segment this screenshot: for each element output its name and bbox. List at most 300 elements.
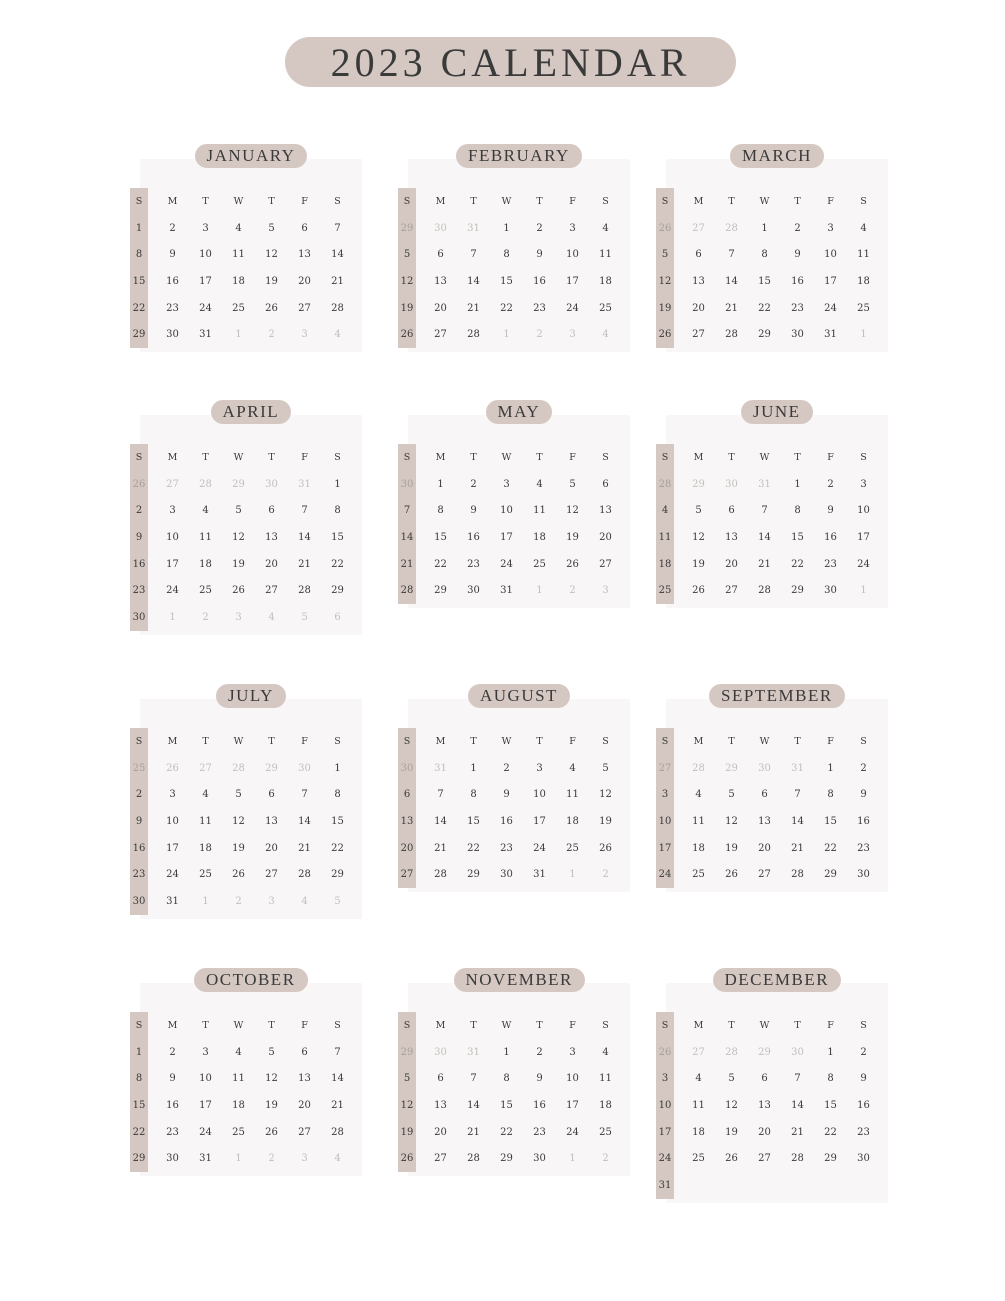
day-cell: 15 — [434, 531, 447, 543]
weekday-header: S — [602, 1019, 609, 1031]
day-cell: 24 — [857, 558, 870, 570]
day-cell: 16 — [166, 275, 179, 287]
day-cell: 9 — [536, 1073, 543, 1085]
day-cell: 27 — [725, 585, 738, 597]
week-row — [398, 215, 622, 242]
day-cell: 29 — [500, 1153, 513, 1165]
day-cell: 29 — [132, 329, 146, 341]
weekday-header: M — [167, 1019, 178, 1031]
week-row — [398, 524, 622, 551]
day-cell: 8 — [334, 789, 341, 801]
day-cell: 25 — [533, 558, 546, 570]
day-cell: 1 — [503, 1046, 510, 1058]
day-cell: 4 — [536, 478, 543, 490]
day-cell: 24 — [166, 585, 179, 597]
week-row — [398, 835, 622, 862]
weekday-header: S — [602, 451, 609, 463]
weekday-header-row — [656, 444, 880, 471]
day-cell: 21 — [400, 558, 414, 570]
day-cell: 20 — [434, 1126, 447, 1138]
day-cell: 7 — [334, 1046, 341, 1058]
day-cell: 30 — [533, 1153, 546, 1165]
day-cell: 5 — [403, 1073, 411, 1085]
weekday-header: T — [470, 451, 477, 463]
weekday-header: T — [470, 735, 477, 747]
day-cell: 10 — [199, 249, 212, 261]
day-cell: 25 — [692, 869, 705, 881]
month-name: OCTOBER — [194, 968, 308, 992]
day-cell: 11 — [199, 815, 212, 827]
day-cell-outside: 4 — [268, 611, 275, 623]
day-cell: 9 — [860, 1073, 867, 1085]
weekday-header: S — [661, 195, 669, 207]
day-cell: 8 — [794, 505, 801, 517]
week-row — [656, 1145, 880, 1172]
day-cell: 17 — [199, 1099, 212, 1111]
day-cell: 7 — [761, 505, 768, 517]
day-cell-outside: 28 — [725, 222, 738, 234]
day-cell: 28 — [467, 329, 480, 341]
day-cell: 25 — [199, 585, 212, 597]
week-row — [398, 471, 622, 498]
week-row — [130, 577, 354, 604]
day-cell-outside: 3 — [301, 1153, 308, 1165]
weekday-header: T — [202, 735, 209, 747]
day-cell-outside: 1 — [860, 329, 867, 341]
week-row — [130, 1145, 354, 1172]
day-cell: 11 — [566, 789, 579, 801]
day-cell: 23 — [533, 302, 546, 314]
day-cell: 30 — [857, 1153, 870, 1165]
weekday-header: S — [135, 195, 143, 207]
day-cell-outside: 5 — [301, 611, 308, 623]
week-row — [130, 781, 354, 808]
day-cell: 5 — [235, 789, 242, 801]
day-cell: 23 — [533, 1126, 546, 1138]
day-cell: 11 — [692, 1099, 705, 1111]
day-cell: 26 — [658, 329, 672, 341]
day-cell: 25 — [199, 869, 212, 881]
day-cell-outside: 26 — [166, 762, 179, 774]
day-cell: 4 — [202, 789, 209, 801]
day-cell: 29 — [331, 585, 344, 597]
day-cell: 7 — [794, 789, 801, 801]
day-cell: 2 — [470, 478, 477, 490]
day-cell: 1 — [761, 222, 768, 234]
day-cell: 5 — [661, 249, 669, 261]
day-cell-outside: 2 — [569, 585, 576, 597]
day-cell-outside: 29 — [758, 1046, 771, 1058]
weekday-header-row — [130, 1012, 354, 1039]
week-row — [656, 524, 880, 551]
day-cell: 30 — [824, 585, 837, 597]
day-cell: 30 — [857, 869, 870, 881]
day-cell: 13 — [400, 815, 414, 827]
weekday-header: S — [860, 735, 867, 747]
day-cell: 8 — [135, 1073, 143, 1085]
day-cell: 12 — [400, 1099, 414, 1111]
day-cell: 31 — [166, 895, 179, 907]
weekday-header: T — [794, 1019, 801, 1031]
weekday-header: T — [728, 195, 735, 207]
day-cell: 18 — [599, 275, 612, 287]
weekday-header: W — [759, 735, 770, 747]
day-cell: 18 — [692, 842, 705, 854]
weekday-header-row — [656, 1012, 880, 1039]
day-cell-outside: 6 — [334, 611, 341, 623]
month-name: APRIL — [211, 400, 292, 424]
day-cell: 24 — [199, 1126, 212, 1138]
weekday-header: T — [268, 195, 275, 207]
day-cell: 19 — [566, 531, 579, 543]
day-cell-outside: 29 — [725, 762, 738, 774]
day-cell: 20 — [265, 558, 278, 570]
day-cell: 16 — [166, 1099, 179, 1111]
day-cell: 5 — [268, 222, 275, 234]
day-cell: 13 — [692, 275, 705, 287]
day-cell: 18 — [199, 558, 212, 570]
day-cell: 6 — [301, 1046, 308, 1058]
day-cell: 5 — [403, 249, 411, 261]
day-cell: 22 — [824, 1126, 837, 1138]
day-cell: 5 — [602, 762, 609, 774]
day-cell: 10 — [533, 789, 546, 801]
day-cell: 2 — [135, 505, 143, 517]
weekday-header: F — [827, 735, 834, 747]
week-row — [398, 755, 622, 782]
week-row — [398, 861, 622, 888]
week-row — [398, 1039, 622, 1066]
day-cell: 2 — [503, 762, 510, 774]
day-cell-outside: 30 — [725, 478, 738, 490]
day-cell: 21 — [467, 302, 480, 314]
day-cell: 10 — [500, 505, 513, 517]
day-cell-outside: 27 — [658, 762, 672, 774]
day-cell: 12 — [725, 815, 738, 827]
day-cell: 8 — [135, 249, 143, 261]
day-cell: 8 — [334, 505, 341, 517]
day-cell: 21 — [434, 842, 447, 854]
day-cell: 26 — [725, 1153, 738, 1165]
day-cell: 28 — [400, 585, 414, 597]
weekday-header: T — [202, 1019, 209, 1031]
weekday-header: W — [501, 735, 512, 747]
day-cell-outside: 30 — [265, 478, 278, 490]
day-cell: 13 — [599, 505, 612, 517]
weekday-header: S — [602, 735, 609, 747]
day-cell: 24 — [533, 842, 546, 854]
month-name: JULY — [216, 684, 286, 708]
day-cell: 27 — [298, 302, 311, 314]
day-cell: 27 — [400, 869, 414, 881]
weekday-header: S — [135, 1019, 143, 1031]
day-cell: 9 — [794, 249, 801, 261]
weekday-header: S — [661, 451, 669, 463]
day-cell: 7 — [301, 505, 308, 517]
day-cell: 30 — [791, 329, 804, 341]
day-cell-outside: 30 — [298, 762, 311, 774]
day-cell: 24 — [658, 1153, 672, 1165]
day-cell: 16 — [500, 815, 513, 827]
weekday-header: W — [501, 195, 512, 207]
day-cell: 14 — [298, 815, 311, 827]
day-cell: 14 — [298, 531, 311, 543]
week-row — [398, 295, 622, 322]
weekday-header: T — [794, 195, 801, 207]
day-cell: 28 — [298, 585, 311, 597]
day-cell: 14 — [467, 1099, 480, 1111]
day-cell-outside: 2 — [202, 611, 209, 623]
day-cell: 3 — [661, 789, 669, 801]
week-row — [398, 241, 622, 268]
day-cell: 20 — [298, 275, 311, 287]
day-cell: 25 — [232, 302, 245, 314]
weekday-header: S — [860, 1019, 867, 1031]
week-row — [130, 241, 354, 268]
day-cell: 31 — [199, 329, 212, 341]
day-cell: 22 — [824, 842, 837, 854]
day-cell: 26 — [400, 1153, 414, 1165]
day-cell-outside: 27 — [166, 478, 179, 490]
day-cell: 28 — [331, 302, 344, 314]
day-cell: 24 — [500, 558, 513, 570]
week-row — [130, 497, 354, 524]
day-cell: 20 — [599, 531, 612, 543]
day-cell: 29 — [331, 869, 344, 881]
weekday-header: T — [536, 735, 543, 747]
week-row — [398, 321, 622, 348]
day-cell-outside: 1 — [536, 585, 543, 597]
day-cell: 12 — [232, 531, 245, 543]
day-cell: 6 — [403, 789, 411, 801]
day-cell: 27 — [758, 869, 771, 881]
day-cell: 15 — [467, 815, 480, 827]
day-cell: 8 — [503, 1073, 510, 1085]
day-cell-outside: 29 — [265, 762, 278, 774]
week-row — [130, 861, 354, 888]
weekday-header: M — [693, 735, 704, 747]
week-row — [656, 1092, 880, 1119]
day-cell: 28 — [758, 585, 771, 597]
week-row — [398, 1145, 622, 1172]
weekday-header: T — [536, 195, 543, 207]
day-cell: 2 — [827, 478, 834, 490]
day-cell: 3 — [661, 1073, 669, 1085]
weekday-header: F — [301, 735, 308, 747]
day-cell: 3 — [569, 222, 576, 234]
day-cell-outside: 27 — [692, 1046, 705, 1058]
day-cell: 23 — [132, 585, 146, 597]
day-cell: 22 — [132, 1126, 146, 1138]
day-cell: 5 — [235, 505, 242, 517]
day-cell: 19 — [400, 1126, 414, 1138]
day-cell: 21 — [791, 1126, 804, 1138]
day-cell: 7 — [334, 222, 341, 234]
weekday-header-row — [656, 188, 880, 215]
day-cell: 16 — [132, 842, 146, 854]
day-cell-outside: 2 — [602, 1153, 609, 1165]
day-cell-outside: 1 — [503, 329, 510, 341]
weekday-header: T — [794, 451, 801, 463]
day-cell-outside: 30 — [434, 222, 447, 234]
weekday-header-row — [398, 188, 622, 215]
day-cell: 4 — [695, 1073, 702, 1085]
weekday-header: W — [501, 1019, 512, 1031]
weekday-header: M — [693, 451, 704, 463]
weekday-header: S — [860, 451, 867, 463]
day-cell: 22 — [331, 842, 344, 854]
day-cell-outside: 28 — [199, 478, 212, 490]
day-cell: 7 — [301, 789, 308, 801]
day-cell-outside: 29 — [232, 478, 245, 490]
day-cell: 14 — [331, 1073, 344, 1085]
day-cell: 17 — [566, 275, 579, 287]
day-cell-outside: 4 — [334, 329, 341, 341]
day-cell: 9 — [470, 505, 477, 517]
day-cell: 19 — [692, 558, 705, 570]
day-cell: 16 — [824, 531, 837, 543]
day-cell: 16 — [467, 531, 480, 543]
weekday-header: S — [860, 195, 867, 207]
day-cell-outside: 26 — [132, 478, 146, 490]
day-cell: 11 — [658, 531, 672, 543]
week-row — [130, 835, 354, 862]
weekday-header: T — [268, 735, 275, 747]
weekday-header: T — [470, 1019, 477, 1031]
weekday-header-row — [398, 728, 622, 755]
day-cell: 11 — [199, 531, 212, 543]
day-cell-outside: 25 — [132, 762, 146, 774]
day-cell: 23 — [857, 1126, 870, 1138]
day-cell: 13 — [298, 1073, 311, 1085]
day-cell: 19 — [658, 302, 672, 314]
weekday-header: F — [827, 451, 834, 463]
day-cell: 15 — [791, 531, 804, 543]
day-cell: 7 — [728, 249, 735, 261]
month-name: JANUARY — [195, 144, 308, 168]
week-row — [130, 604, 354, 631]
day-cell: 18 — [232, 275, 245, 287]
day-cell-outside: 1 — [169, 611, 176, 623]
day-cell: 5 — [695, 505, 702, 517]
weekday-header: F — [827, 195, 834, 207]
day-cell: 10 — [566, 249, 579, 261]
day-cell: 25 — [232, 1126, 245, 1138]
day-cell: 26 — [692, 585, 705, 597]
week-row — [656, 321, 880, 348]
day-cell: 12 — [265, 1073, 278, 1085]
day-cell: 26 — [265, 1126, 278, 1138]
day-cell: 3 — [169, 789, 176, 801]
day-cell: 17 — [824, 275, 837, 287]
week-row — [656, 1039, 880, 1066]
day-cell: 2 — [536, 222, 543, 234]
weekday-header: M — [435, 195, 446, 207]
day-cell-outside: 2 — [268, 1153, 275, 1165]
day-cell: 15 — [758, 275, 771, 287]
day-cell: 24 — [566, 1126, 579, 1138]
day-cell: 14 — [400, 531, 414, 543]
day-cell: 20 — [758, 1126, 771, 1138]
day-cell: 27 — [265, 869, 278, 881]
day-cell: 4 — [569, 762, 576, 774]
day-cell-outside: 4 — [334, 1153, 341, 1165]
day-cell: 13 — [265, 815, 278, 827]
day-cell: 4 — [602, 222, 609, 234]
day-cell: 4 — [602, 1046, 609, 1058]
day-cell: 17 — [566, 1099, 579, 1111]
day-cell-outside: 1 — [202, 895, 209, 907]
day-cell: 10 — [566, 1073, 579, 1085]
weekday-header: W — [759, 1019, 770, 1031]
weekday-header-row — [656, 728, 880, 755]
day-cell: 28 — [434, 869, 447, 881]
day-cell: 31 — [199, 1153, 212, 1165]
day-cell: 19 — [232, 842, 245, 854]
day-cell: 6 — [268, 505, 275, 517]
day-cell: 22 — [132, 302, 146, 314]
day-cell-outside: 26 — [658, 1046, 672, 1058]
day-cell: 26 — [265, 302, 278, 314]
day-cell: 28 — [791, 1153, 804, 1165]
day-cell-outside: 28 — [692, 762, 705, 774]
day-cell: 4 — [860, 222, 867, 234]
month-name: DECEMBER — [713, 968, 842, 992]
day-cell: 20 — [725, 558, 738, 570]
weekday-header-row — [130, 188, 354, 215]
day-cell: 15 — [331, 531, 344, 543]
week-row — [656, 835, 880, 862]
day-cell: 27 — [265, 585, 278, 597]
weekday-header: F — [301, 451, 308, 463]
day-cell: 10 — [166, 531, 179, 543]
week-row — [130, 808, 354, 835]
day-cell: 22 — [467, 842, 480, 854]
day-cell-outside: 30 — [434, 1046, 447, 1058]
week-row — [398, 497, 622, 524]
day-cell: 10 — [658, 815, 672, 827]
week-row — [130, 215, 354, 242]
day-cell: 13 — [434, 275, 447, 287]
day-cell: 12 — [566, 505, 579, 517]
day-cell: 9 — [169, 249, 176, 261]
weekday-header: S — [334, 451, 341, 463]
day-cell: 17 — [500, 531, 513, 543]
day-cell-outside: 1 — [569, 869, 576, 881]
day-cell: 18 — [658, 558, 672, 570]
day-cell: 19 — [265, 275, 278, 287]
day-cell-outside: 31 — [298, 478, 311, 490]
day-cell-outside: 3 — [569, 329, 576, 341]
day-cell-outside: 27 — [199, 762, 212, 774]
week-row — [130, 755, 354, 782]
day-cell: 26 — [400, 329, 414, 341]
day-cell: 22 — [331, 558, 344, 570]
week-row — [656, 215, 880, 242]
day-cell: 17 — [857, 531, 870, 543]
weekday-header: M — [435, 451, 446, 463]
day-cell: 29 — [132, 1153, 146, 1165]
day-cell: 30 — [467, 585, 480, 597]
day-cell: 2 — [536, 1046, 543, 1058]
day-cell: 6 — [761, 1073, 768, 1085]
day-cell: 31 — [500, 585, 513, 597]
day-cell: 11 — [232, 249, 245, 261]
day-cell: 4 — [661, 505, 669, 517]
day-cell: 1 — [794, 478, 801, 490]
day-cell: 28 — [331, 1126, 344, 1138]
day-cell: 1 — [827, 762, 834, 774]
